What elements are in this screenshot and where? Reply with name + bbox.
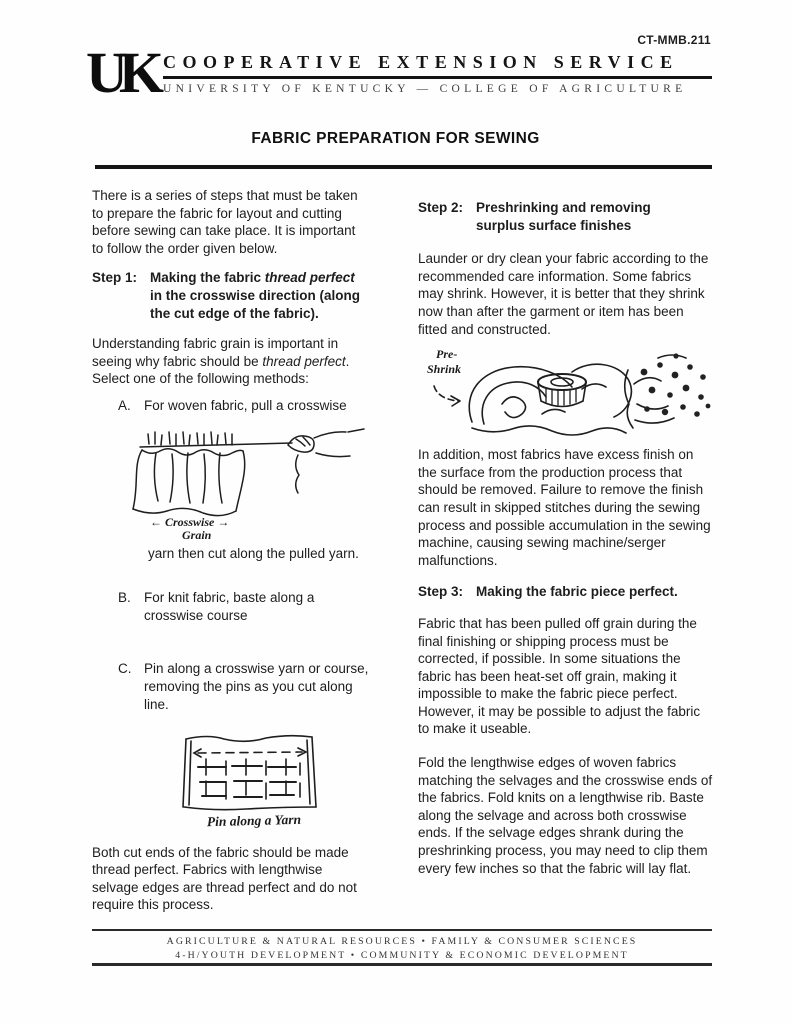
finish-paragraph: In addition, most fabrics have excess finish on the surface from the production process that should be removed. Failure to remove the finish can result in skipped stitches during the sewing process and possible accumulation in the sewing machine, causing sewing machine/serger malfunctions. <box>418 447 711 568</box>
step2-text: Preshrinking and removing surplus surface finishes <box>476 200 651 233</box>
pin-along-yarn-sketch <box>174 731 324 811</box>
preshrink-sketch <box>422 342 712 440</box>
pull-yarn-sketch <box>120 425 368 543</box>
pin-sketch-caption: Pin along a Yarn <box>206 811 302 830</box>
preshrink-label-line2: Shrink <box>427 362 462 377</box>
grain-after: . Select one of the following methods: <box>92 353 350 387</box>
right-column <box>418 199 714 894</box>
footer-line-2: 4-H/YOUTH DEVELOPMENT • COMMUNITY & ECONOMIC DEVELOPMENT <box>175 949 629 961</box>
step1-text-before: Making the fabric <box>150 270 265 286</box>
list-item-b-label: B. <box>118 590 131 606</box>
list-item-a <box>92 397 370 415</box>
footer-text <box>92 935 712 962</box>
crosswise-grain-label-bottom: Grain <box>182 527 212 542</box>
grain-italic: thread perfect <box>262 353 346 369</box>
title-rule <box>95 165 712 169</box>
step3-heading <box>418 583 714 601</box>
intro-paragraph: There is a series of steps that must be taken to prepare the fabric for layout and cutting before sewing can take place. It is important to follow the order given below. <box>92 188 358 256</box>
step1-text-after: in the crosswise direction (along the cut edge of the fabric). <box>150 287 361 321</box>
list-item-b <box>92 589 370 624</box>
list-item-c-text: Pin along a crosswise yarn or course, removing the pins as you cut along line. <box>144 661 369 712</box>
launder-paragraph: Launder or dry clean your fabric according to the recommended care information. Some fabrics may shrink. However, it is better that they shrink now than after the garment or item has been fitted and constructed. <box>418 251 709 337</box>
list-item-b-text: For knit fabric, baste along a crosswise course <box>144 590 315 623</box>
list-item-c <box>92 660 370 713</box>
footer-line-1: AGRICULTURE & NATURAL RESOURCES • FAMILY & CONSUMER SCIENCES <box>166 936 638 947</box>
pull-yarn-caption: yarn then cut along the pulled yarn. <box>148 545 359 561</box>
list-item-a-text: For woven fabric, pull a crosswise <box>144 397 347 413</box>
page-title: FABRIC PREPARATION FOR SEWING <box>251 130 540 147</box>
university-line: UNIVERSITY OF KENTUCKY — COLLEGE OF AGRICULTURE <box>163 83 687 95</box>
offgrain-paragraph: Fabric that has been pulled off grain during the final finishing or shipping process must be corrected, if possible. In some situations the fabric has been heat-set off grain, making it impossible to make the fabric piece perfect. However, it may be possible to adjust the fabric to make it useable. <box>418 615 701 737</box>
footer-rule-bottom <box>92 963 712 966</box>
step1-text <box>150 269 370 322</box>
step3-text: Making the fabric piece perfect. <box>476 584 678 600</box>
left-column <box>92 187 370 931</box>
pin-sketch-block <box>174 731 334 830</box>
step1-text-italic: thread perfect <box>264 270 355 286</box>
step2-heading <box>418 199 714 234</box>
extension-service-title: COOPERATIVE EXTENSION SERVICE <box>163 52 679 72</box>
uk-logo: UK <box>86 40 155 105</box>
closing-paragraph: Both cut ends of the fabric should be made thread perfect. Fabrics with lengthwise selvage edges are thread perfect and do not require this process. <box>92 844 357 913</box>
publication-number: CT-MMB.211 <box>637 33 711 47</box>
grain-before: Understanding fabric grain is important in seeing why fabric should be <box>92 336 339 369</box>
fold-paragraph: Fold the lengthwise edges of woven fabrics matching the selvages and the crosswise ends of the fabrics. Fold knits on a lengthwise rib. Baste along the selvage and across both crosswise ends. If the selvage edges shrank during the preshrinking process, you may need to clip them every few inches so that the fabric will lay flat. <box>418 755 713 876</box>
list-item-a-label: A. <box>118 397 131 413</box>
step3-label: Step 3: <box>418 584 464 600</box>
org-header <box>163 52 712 95</box>
preshrink-label-line1: Pre- <box>436 347 458 362</box>
step2-label: Step 2: <box>418 200 464 215</box>
header-underline <box>163 76 712 79</box>
step1-heading <box>92 269 370 322</box>
footer-rule-top <box>92 929 712 931</box>
grain-paragraph <box>92 335 370 388</box>
list-item-c-label: C. <box>118 661 132 677</box>
crosswise-grain-label-top: ← Crosswise → <box>150 514 230 529</box>
step1-label: Step 1: <box>92 270 138 286</box>
